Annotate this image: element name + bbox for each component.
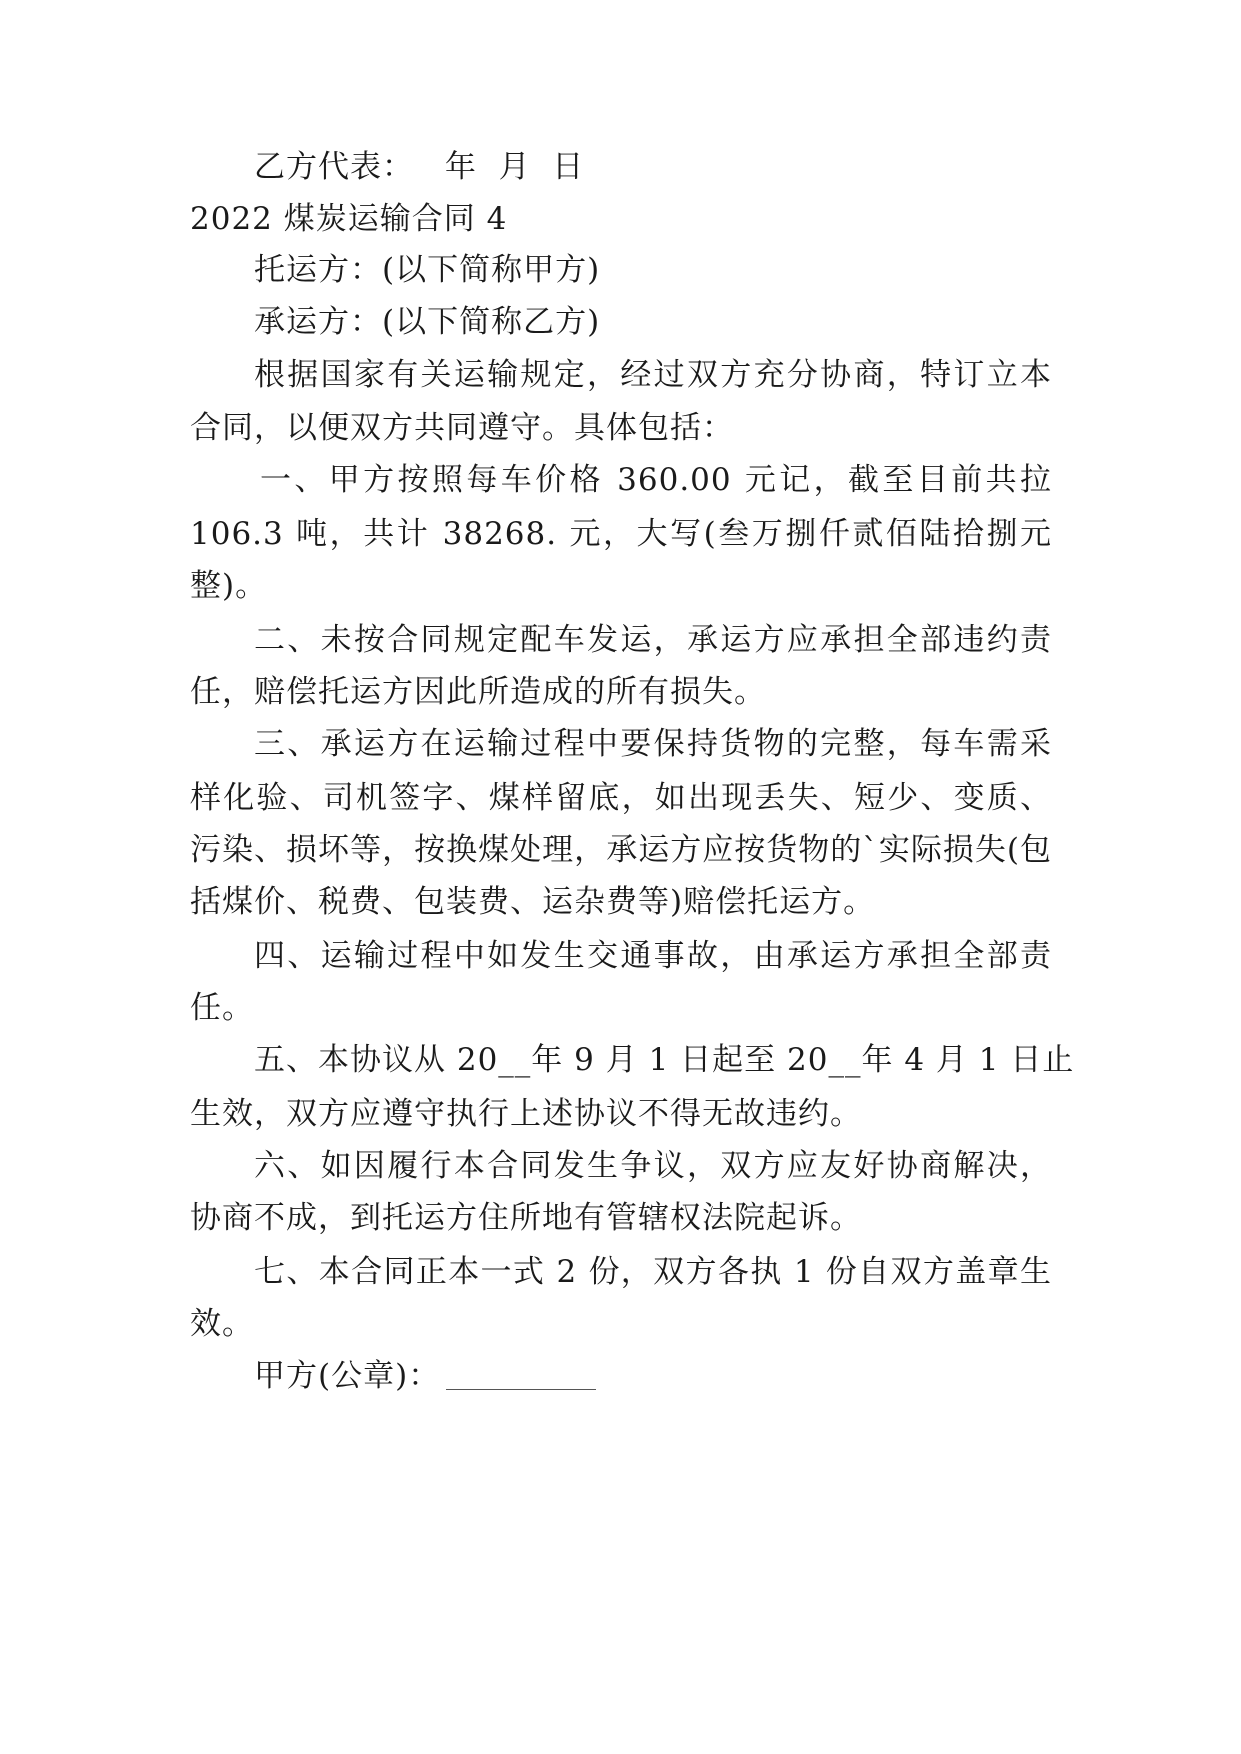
clause-6-line-2: 协商不成，到托运方住所地有管辖权法院起诉。	[190, 1200, 862, 1236]
clause-3-line-4: 括煤价、税费、包装费、运杂费等)赔偿托运方。	[190, 884, 876, 920]
clause-5-line-2: 生效，双方应遵守执行上述协议不得无故违约。	[190, 1096, 862, 1132]
preamble-line-2: 合同，以便双方共同遵守。具体包括：	[190, 410, 734, 446]
clause-3-line-1: 三、承运方在运输过程中要保持货物的完整，每车需采	[254, 726, 1052, 762]
clause-1-line-2: 106.3 吨，共计 38268. 元，大写(叁万捌仟贰佰陆拾捌元	[190, 516, 1052, 552]
carrier-line: 承运方：(以下简称乙方)	[254, 304, 601, 340]
signature-blank	[446, 1359, 596, 1390]
shipper-line: 托运方：(以下简称甲方)	[254, 252, 601, 288]
party-a-seal-label: 甲方(公章)：	[254, 1358, 441, 1394]
date-line: 年 月 日	[444, 149, 585, 185]
clause-7-line-1: 七、本合同正本一式 2 份，双方各执 1 份自双方盖章生	[254, 1254, 1052, 1290]
clause-1-line-3: 整)。	[190, 568, 268, 604]
clause-3-line-2: 样化验、司机签字、煤样留底，如出现丢失、短少、变质、	[190, 780, 1052, 816]
party-b-rep-label: 乙方代表：	[254, 149, 414, 185]
clause-2-line-1: 二、未按合同规定配车发运，承运方应承担全部违约责	[254, 622, 1052, 658]
clause-4-line-2: 任。	[190, 990, 254, 1026]
clause-4-line-1: 四、运输过程中如发生交通事故，由承运方承担全部责	[254, 938, 1052, 974]
clause-6-line-1: 六、如因履行本合同发生争议，双方应友好协商解决，	[254, 1148, 1052, 1184]
clause-2-line-2: 任，赔偿托运方因此所造成的所有损失。	[190, 674, 766, 710]
clause-7-line-2: 效。	[190, 1306, 254, 1342]
clause-3-line-3: 污染、损坏等，按换煤处理，承运方应按货物的`实际损失(包	[190, 832, 1052, 868]
party-b-rep-line	[254, 143, 1052, 191]
clause-5-line-1: 五、本协议从 20__年 9 月 1 日起至 20__年 4 月 1 日止	[254, 1042, 1075, 1078]
party-a-signature-line	[254, 1352, 1052, 1400]
contract-title: 2022 煤炭运输合同 4	[190, 201, 508, 237]
preamble-line-1: 根据国家有关运输规定，经过双方充分协商，特订立本	[254, 357, 1052, 393]
clause-1-line-1: 一、甲方按照每车价格 360.00 元记，截至目前共拉	[260, 462, 1052, 498]
